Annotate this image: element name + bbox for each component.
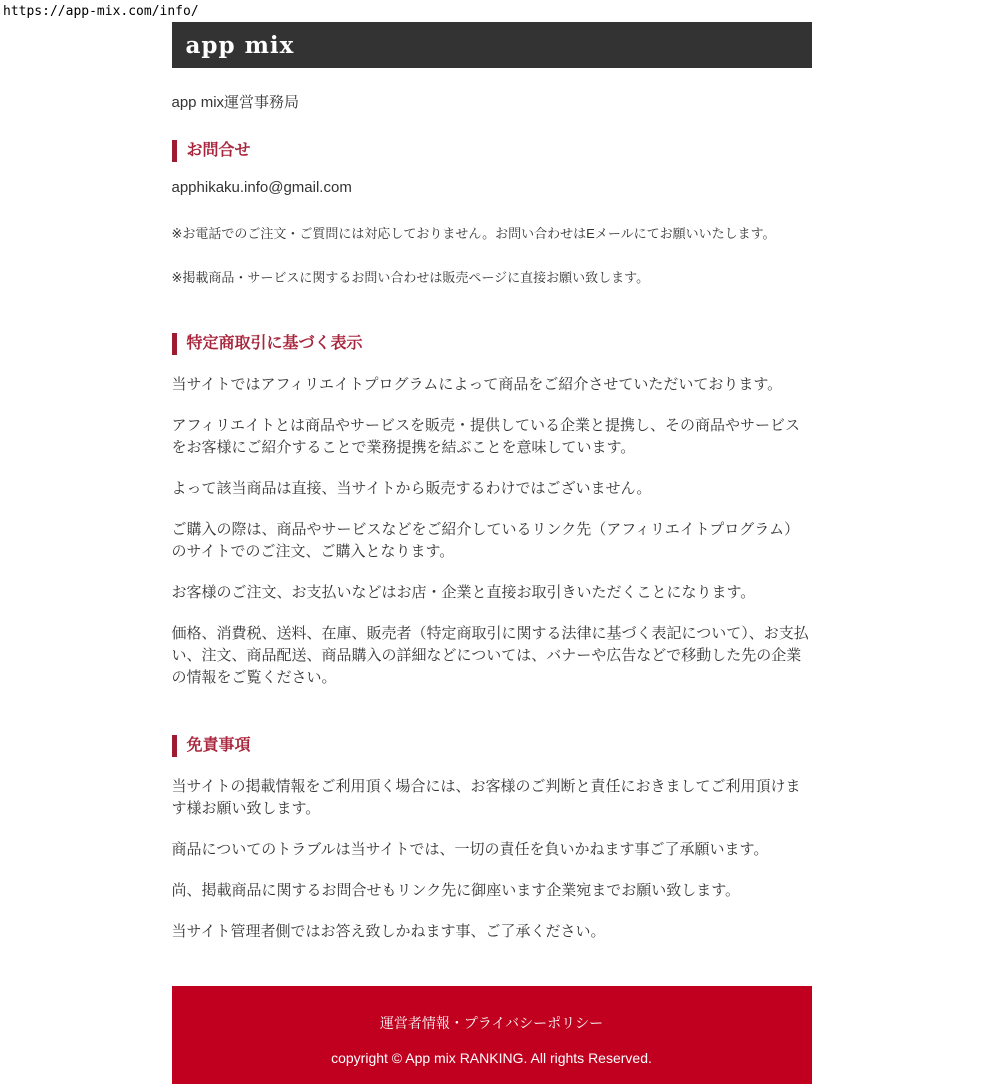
legal-paragraph: ご購入の際は、商品やサービスなどをご紹介しているリンク先（アフィリエイトプログラム）のサイトでのご注文、ご購入となります。 [171,521,800,560]
legal-paragraph: アフィリエイトとは商品やサービスを販売・提供している企業と提携し、その商品やサービスをお客様にご紹介することで業務提携を結ぶことを意味しています。 [171,417,801,456]
legal-heading: 特定商取引に基づく表示 [172,333,812,355]
footer-copyright: copyright © App mix RANKING. All rights Reserved. [331,1050,652,1066]
disclaimer-paragraph: 尚、掲載商品に関するお問合せもリンク先に御座います企業宛までお願い致します。 [171,882,741,899]
page-footer [172,986,812,1084]
contact-heading: お問合せ [172,140,812,162]
disclaimer-paragraph: 商品についてのトラブルは当サイトでは、一切の責任を負いかねます事ご了承願います。 [171,841,769,858]
footer-privacy-link[interactable]: 運営者情報・プライバシーポリシー [379,1015,604,1031]
site-title[interactable]: app mix [185,31,295,59]
legal-paragraph: よって該当商品は直接、当サイトから販売するわけではございません。 [171,480,652,497]
disclaimer-section [172,735,812,943]
disclaimer-paragraph: 当サイト管理者側ではお答え致しかねます事、ご了承ください。 [171,923,606,940]
page-container [172,22,812,1084]
contact-section [172,140,812,287]
legal-paragraph: 価格、消費税、送料、在庫、販売者（特定商取引に関する法律に基づく表記について）、お支払い、注文、商品配送、商品購入の詳細などについては、バナーや広告などで移動した先の企業の情報をご覧ください。 [171,625,809,686]
legal-paragraph: お客様のご注文、お支払いなどはお店・企業と直接お取引きいただくことになります。 [171,584,756,601]
site-header [172,22,812,68]
disclaimer-heading: 免責事項 [172,735,812,757]
site-operator-name: app mix運営事務局 [171,94,300,111]
contact-note: ※お電話でのご注文・ご質問には対応しておりません。お問い合わせはEメールにてお願いいたします。 [171,226,776,241]
contact-email: apphikaku.info@gmail.com [171,179,352,196]
legal-paragraph: 当サイトではアフィリエイトプログラムによって商品をご紹介させていただいております。 [171,376,783,393]
contact-note: ※掲載商品・サービスに関するお問い合わせは販売ページに直接お願い致します。 [171,270,650,285]
disclaimer-paragraph: 当サイトの掲載情報をご利用頂く場合には、お客様のご判断と責任におきましてご利用頂けます様お願い致します。 [171,778,801,817]
legal-section [172,333,812,689]
page-url: https://app-mix.com/info/ [3,4,199,19]
